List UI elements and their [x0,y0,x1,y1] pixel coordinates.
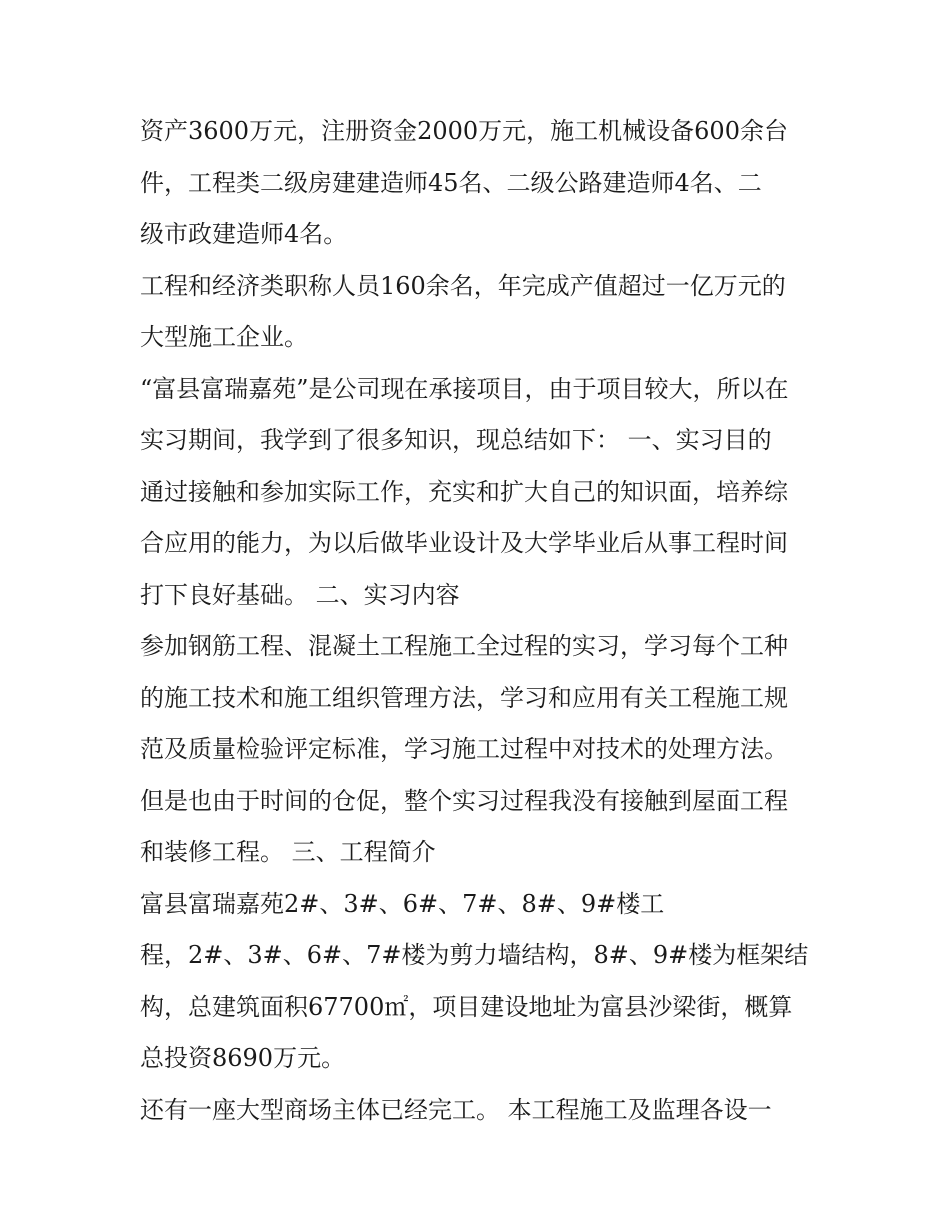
text-line: 程，2#、3#、6#、7#楼为剪力墙结构，8#、9#楼为框架结 [140,941,809,969]
text-line: 总投资8690万元。 [140,1044,346,1072]
text-line: 大型施工企业。 [140,323,308,351]
text-line: 实习期间，我学到了很多知识，现总结如下： 一、实习目的 [140,426,772,454]
text-line: 和装修工程。 三、工程简介 [140,838,436,866]
text-line: 件，工程类二级房建建造师45名、二级公路建造师4名、二 [140,168,762,197]
text-line: 通过接触和参加实际工作，充实和扩大自己的知识面，培养综 [140,477,788,506]
text-line: 富县富瑞嘉苑2#、3#、6#、7#、8#、9#楼工 [140,889,665,918]
text-line: 合应用的能力，为以后做毕业设计及大学毕业后从事工程时间 [140,529,788,557]
text-line: 资产3600万元，注册资金2000万元，施工机械设备600余台 [140,117,788,145]
text-line: 打下良好基础。 二、实习内容 [140,580,460,609]
text-line: 构，总建筑面积67700㎡，项目建设地址为富县沙梁街，概算 [140,992,793,1021]
text-line: 还有一座大型商场主体已经完工。 本工程施工及监理各设一 [140,1095,772,1124]
text-line: 工程和经济类职称人员160余名，年完成产值超过一亿万元的 [140,271,786,300]
text-line: 范及质量检验评定标准，学习施工过程中对技术的处理方法。 [140,735,788,763]
document-body [140,106,820,1136]
text-line: 级市政建造师4名。 [140,220,348,248]
text-line: 但是也由于时间的仓促，整个实习过程我没有接触到屋面工程 [140,786,788,815]
text-line: 的施工技术和施工组织管理方法，学习和应用有关工程施工规 [140,683,788,712]
text-line: 参加钢筋工程、混凝土工程施工全过程的实习，学习每个工种 [140,632,788,660]
text-line: “富县富瑞嘉苑”是公司现在承接项目，由于项目较大，所以在 [140,374,789,403]
